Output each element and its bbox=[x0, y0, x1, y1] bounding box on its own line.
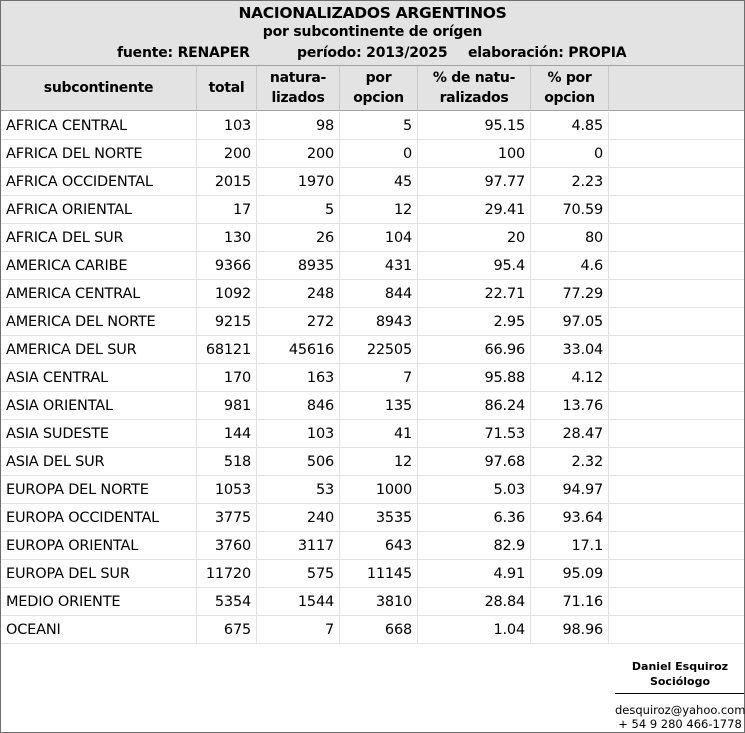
cell-pct-por-opcion: 80 bbox=[531, 224, 609, 252]
table-row bbox=[1, 308, 610, 336]
cell-por-opcion: 431 bbox=[340, 252, 418, 280]
cell-subcontinente: AMERICA DEL NORTE bbox=[1, 308, 197, 336]
cell-pct-por-opcion: 13.76 bbox=[531, 392, 609, 420]
cell-total: 1053 bbox=[197, 476, 257, 504]
cell-por-opcion: 22505 bbox=[340, 336, 418, 364]
column-header-line1: natura- bbox=[269, 70, 327, 86]
cell-por-opcion: 643 bbox=[340, 532, 418, 560]
cell-empty bbox=[609, 168, 744, 196]
table-row bbox=[1, 476, 610, 504]
cell-subcontinente: AFRICA CENTRAL bbox=[1, 112, 197, 140]
cell-por-opcion: 1000 bbox=[340, 476, 418, 504]
cell-pct-por-opcion: 93.64 bbox=[531, 504, 609, 532]
cell-pct-naturalizados: 97.68 bbox=[418, 448, 531, 476]
column-header-total bbox=[197, 66, 257, 111]
cell-total: 518 bbox=[197, 448, 257, 476]
cell-pct-naturalizados: 95.15 bbox=[418, 112, 531, 140]
cell-total: 3760 bbox=[197, 532, 257, 560]
cell-naturalizados: 98 bbox=[257, 112, 340, 140]
cell-pct-naturalizados: 95.4 bbox=[418, 252, 531, 280]
cell-total: 103 bbox=[197, 112, 257, 140]
cell-subcontinente: AFRICA DEL SUR bbox=[1, 224, 197, 252]
table-row bbox=[1, 224, 610, 252]
cell-por-opcion: 3535 bbox=[340, 504, 418, 532]
table-row bbox=[1, 560, 610, 588]
cell-pct-por-opcion: 33.04 bbox=[531, 336, 609, 364]
column-header-pct-naturalizados bbox=[418, 66, 531, 111]
cell-naturalizados: 8935 bbox=[257, 252, 340, 280]
cell-total: 11720 bbox=[197, 560, 257, 588]
table-row bbox=[1, 616, 610, 644]
cell-empty bbox=[609, 364, 744, 392]
cell-total: 3775 bbox=[197, 504, 257, 532]
cell-empty bbox=[609, 196, 744, 224]
signature-email: desquiroz@yahoo.com bbox=[615, 703, 745, 717]
cell-subcontinente: EUROPA OCCIDENTAL bbox=[1, 504, 197, 532]
cell-naturalizados: 575 bbox=[257, 560, 340, 588]
cell-pct-naturalizados: 6.36 bbox=[418, 504, 531, 532]
column-header-line2: ralizados bbox=[439, 90, 509, 106]
cell-empty bbox=[609, 308, 744, 336]
table-row bbox=[1, 504, 610, 532]
cell-por-opcion: 3810 bbox=[340, 588, 418, 616]
cell-pct-por-opcion: 4.85 bbox=[531, 112, 609, 140]
column-header-line2: opcion bbox=[353, 90, 404, 106]
cell-subcontinente: ASIA DEL SUR bbox=[1, 448, 197, 476]
cell-empty bbox=[609, 112, 744, 140]
cell-subcontinente: ASIA ORIENTAL bbox=[1, 392, 197, 420]
cell-naturalizados: 272 bbox=[257, 308, 340, 336]
signature-profession: Sociólogo bbox=[649, 675, 711, 688]
cell-pct-naturalizados: 66.96 bbox=[418, 336, 531, 364]
source-label: fuente: RENAPER bbox=[117, 45, 250, 61]
cell-por-opcion: 11145 bbox=[340, 560, 418, 588]
table-row bbox=[1, 168, 610, 196]
column-header-naturalizados bbox=[257, 66, 340, 111]
cell-pct-naturalizados: 1.04 bbox=[418, 616, 531, 644]
cell-empty bbox=[609, 336, 744, 364]
cell-empty bbox=[609, 392, 744, 420]
table-row bbox=[1, 112, 610, 140]
cell-por-opcion: 844 bbox=[340, 280, 418, 308]
cell-naturalizados: 163 bbox=[257, 364, 340, 392]
cell-pct-por-opcion: 0 bbox=[531, 140, 609, 168]
cell-naturalizados: 506 bbox=[257, 448, 340, 476]
page-title: NACIONALIZADOS ARGENTINOS bbox=[238, 4, 507, 22]
cell-pct-por-opcion: 71.16 bbox=[531, 588, 609, 616]
table-row bbox=[1, 532, 610, 560]
cell-empty bbox=[609, 420, 744, 448]
cell-pct-naturalizados: 28.84 bbox=[418, 588, 531, 616]
cell-pct-por-opcion: 4.12 bbox=[531, 364, 609, 392]
column-header-line2: opcion bbox=[544, 90, 595, 106]
cell-subcontinente: EUROPA ORIENTAL bbox=[1, 532, 197, 560]
cell-empty bbox=[609, 252, 744, 280]
cell-por-opcion: 668 bbox=[340, 616, 418, 644]
cell-pct-por-opcion: 4.6 bbox=[531, 252, 609, 280]
cell-subcontinente: AMERICA DEL SUR bbox=[1, 336, 197, 364]
elaboration-label: elaboración: PROPIA bbox=[468, 45, 627, 61]
cell-por-opcion: 104 bbox=[340, 224, 418, 252]
cell-subcontinente: AFRICA OCCIDENTAL bbox=[1, 168, 197, 196]
cell-pct-por-opcion: 17.1 bbox=[531, 532, 609, 560]
cell-pct-naturalizados: 20 bbox=[418, 224, 531, 252]
cell-empty bbox=[609, 532, 744, 560]
period-label: período: 2013/2025 bbox=[297, 45, 448, 61]
signature-name: Daniel Esquiroz bbox=[631, 660, 729, 673]
cell-pct-por-opcion: 77.29 bbox=[531, 280, 609, 308]
cell-pct-naturalizados: 4.91 bbox=[418, 560, 531, 588]
column-header-por-opcion bbox=[340, 66, 418, 111]
cell-pct-por-opcion: 2.23 bbox=[531, 168, 609, 196]
page-subtitle: por subcontinente de orígen bbox=[262, 24, 483, 40]
cell-total: 1092 bbox=[197, 280, 257, 308]
cell-por-opcion: 12 bbox=[340, 196, 418, 224]
column-header-line2: lizados bbox=[271, 90, 325, 106]
column-header-empty bbox=[609, 66, 744, 111]
cell-pct-naturalizados: 2.95 bbox=[418, 308, 531, 336]
cell-subcontinente: AFRICA DEL NORTE bbox=[1, 140, 197, 168]
cell-subcontinente: OCEANI bbox=[1, 616, 197, 644]
column-header-line1: % de natu- bbox=[432, 70, 516, 86]
table-row bbox=[1, 140, 610, 168]
column-header-line1: total bbox=[208, 80, 245, 96]
cell-pct-naturalizados: 29.41 bbox=[418, 196, 531, 224]
table-row bbox=[1, 336, 610, 364]
column-header-line1: por bbox=[365, 70, 392, 86]
column-header-subcontinente bbox=[1, 66, 197, 111]
cell-empty bbox=[609, 504, 744, 532]
column-header-pct-por-opcion bbox=[531, 66, 609, 111]
table-row bbox=[1, 196, 610, 224]
cell-pct-por-opcion: 2.32 bbox=[531, 448, 609, 476]
cell-subcontinente: EUROPA DEL NORTE bbox=[1, 476, 197, 504]
cell-subcontinente: ASIA SUDESTE bbox=[1, 420, 197, 448]
cell-total: 17 bbox=[197, 196, 257, 224]
cell-total: 9215 bbox=[197, 308, 257, 336]
table-row bbox=[1, 280, 610, 308]
cell-subcontinente: MEDIO ORIENTE bbox=[1, 588, 197, 616]
cell-empty bbox=[609, 616, 744, 644]
cell-naturalizados: 200 bbox=[257, 140, 340, 168]
cell-naturalizados: 846 bbox=[257, 392, 340, 420]
cell-empty bbox=[609, 560, 744, 588]
cell-naturalizados: 45616 bbox=[257, 336, 340, 364]
cell-naturalizados: 5 bbox=[257, 196, 340, 224]
cell-naturalizados: 3117 bbox=[257, 532, 340, 560]
cell-pct-por-opcion: 95.09 bbox=[531, 560, 609, 588]
cell-por-opcion: 135 bbox=[340, 392, 418, 420]
title-block bbox=[1, 1, 744, 66]
cell-subcontinente: EUROPA DEL SUR bbox=[1, 560, 197, 588]
table-row bbox=[1, 252, 610, 280]
cell-total: 2015 bbox=[197, 168, 257, 196]
cell-pct-naturalizados: 95.88 bbox=[418, 364, 531, 392]
cell-naturalizados: 1544 bbox=[257, 588, 340, 616]
cell-total: 675 bbox=[197, 616, 257, 644]
cell-total: 68121 bbox=[197, 336, 257, 364]
cell-total: 200 bbox=[197, 140, 257, 168]
cell-empty bbox=[609, 448, 744, 476]
cell-subcontinente: AMERICA CARIBE bbox=[1, 252, 197, 280]
cell-empty bbox=[609, 224, 744, 252]
cell-total: 5354 bbox=[197, 588, 257, 616]
cell-por-opcion: 12 bbox=[340, 448, 418, 476]
table-row bbox=[1, 588, 610, 616]
cell-por-opcion: 5 bbox=[340, 112, 418, 140]
cell-por-opcion: 0 bbox=[340, 140, 418, 168]
cell-pct-por-opcion: 97.05 bbox=[531, 308, 609, 336]
cell-empty bbox=[609, 140, 744, 168]
cell-subcontinente: ASIA CENTRAL bbox=[1, 364, 197, 392]
signature-divider bbox=[615, 693, 744, 694]
cell-naturalizados: 248 bbox=[257, 280, 340, 308]
column-header-line1: subcontinente bbox=[43, 80, 154, 96]
cell-pct-naturalizados: 97.77 bbox=[418, 168, 531, 196]
cell-naturalizados: 240 bbox=[257, 504, 340, 532]
cell-naturalizados: 103 bbox=[257, 420, 340, 448]
cell-por-opcion: 8943 bbox=[340, 308, 418, 336]
cell-por-opcion: 45 bbox=[340, 168, 418, 196]
cell-total: 170 bbox=[197, 364, 257, 392]
cell-empty bbox=[609, 588, 744, 616]
cell-total: 130 bbox=[197, 224, 257, 252]
cell-empty bbox=[609, 280, 744, 308]
table-row bbox=[1, 420, 610, 448]
cell-naturalizados: 26 bbox=[257, 224, 340, 252]
signature-phone: + 54 9 280 466-1778 bbox=[618, 717, 742, 731]
cell-empty bbox=[609, 476, 744, 504]
cell-naturalizados: 53 bbox=[257, 476, 340, 504]
column-header-line1: % por bbox=[547, 70, 592, 86]
table-row bbox=[1, 364, 610, 392]
cell-por-opcion: 7 bbox=[340, 364, 418, 392]
cell-total: 9366 bbox=[197, 252, 257, 280]
cell-total: 144 bbox=[197, 420, 257, 448]
cell-naturalizados: 1970 bbox=[257, 168, 340, 196]
cell-naturalizados: 7 bbox=[257, 616, 340, 644]
cell-subcontinente: AFRICA ORIENTAL bbox=[1, 196, 197, 224]
cell-pct-por-opcion: 28.47 bbox=[531, 420, 609, 448]
cell-por-opcion: 41 bbox=[340, 420, 418, 448]
cell-pct-por-opcion: 94.97 bbox=[531, 476, 609, 504]
cell-subcontinente: AMERICA CENTRAL bbox=[1, 280, 197, 308]
cell-pct-naturalizados: 82.9 bbox=[418, 532, 531, 560]
table-row bbox=[1, 392, 610, 420]
cell-pct-naturalizados: 71.53 bbox=[418, 420, 531, 448]
cell-pct-naturalizados: 100 bbox=[418, 140, 531, 168]
cell-total: 981 bbox=[197, 392, 257, 420]
cell-pct-naturalizados: 86.24 bbox=[418, 392, 531, 420]
cell-pct-naturalizados: 22.71 bbox=[418, 280, 531, 308]
cell-pct-naturalizados: 5.03 bbox=[418, 476, 531, 504]
cell-pct-por-opcion: 98.96 bbox=[531, 616, 609, 644]
cell-pct-por-opcion: 70.59 bbox=[531, 196, 609, 224]
table-row bbox=[1, 448, 610, 476]
